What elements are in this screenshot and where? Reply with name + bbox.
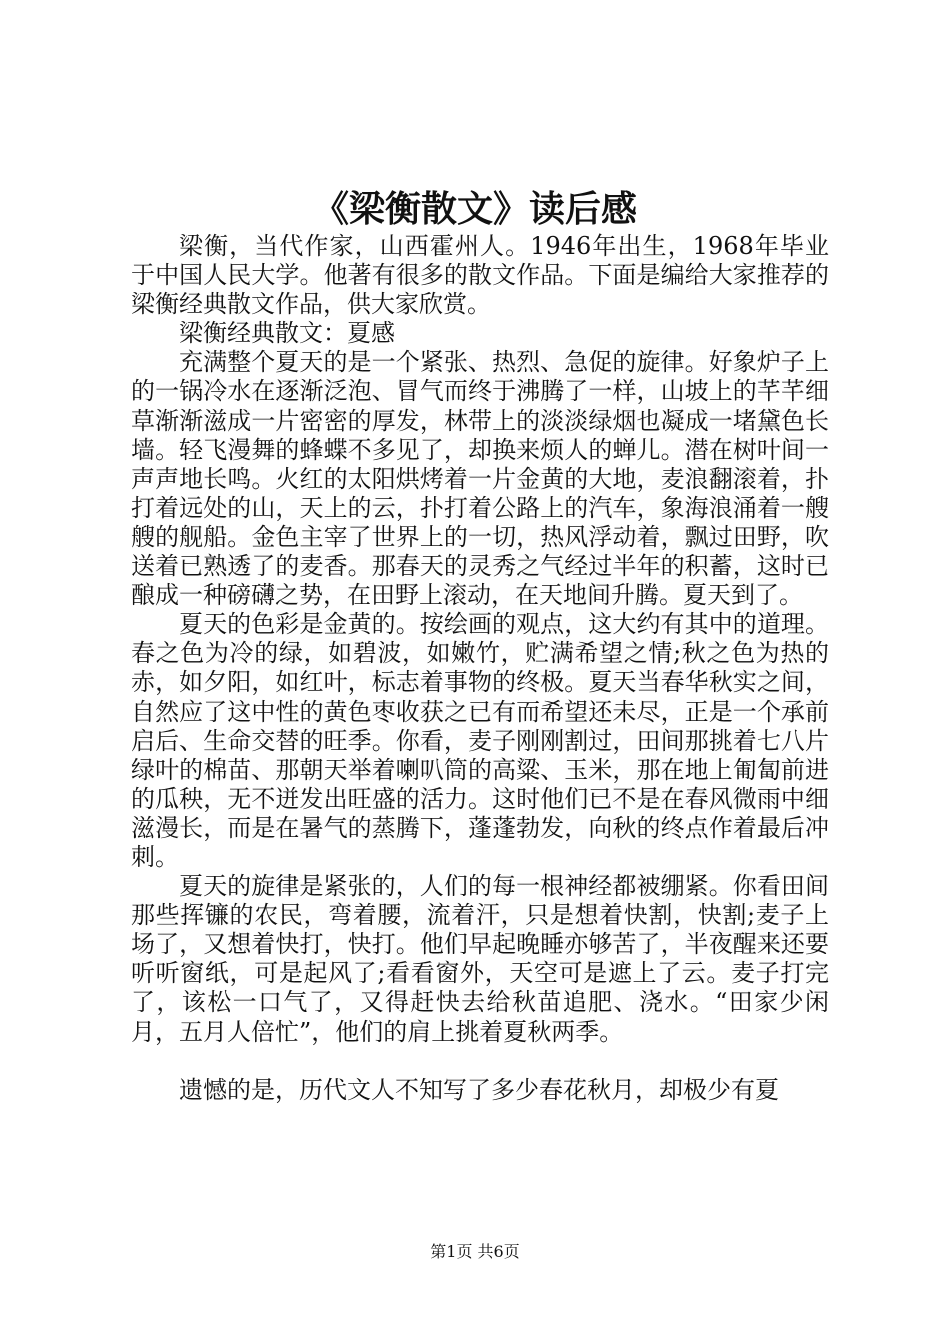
paragraph-subtitle: 梁衡经典散文：夏感 (179, 319, 395, 348)
paragraph-gap (131, 1047, 829, 1076)
paragraph-summer-melody: 充满整个夏天的是一个紧张、热烈、急促的旋律。好象炉子上的一锅冷水在逐渐泛泡、冒气而终于沸腾了一样，山坡上的芊芊细草渐渐滋成一片密密的厚发，林带上的淡淡绿烟也凝成一堵黛色长墙。轻飞漫舞的蜂蝶不多见了，却换来烦人的蝉儿。潜在树叶间一声声地长鸣。火红的太阳烘烤着一片金黄的大地，麦浪翻滚着，扑打着远处的山，天上的云，扑打着公路上的汽车，象海浪涌着一艘艘的舰船。金色主宰了世界上的一切，热风浮动着，飘过田野，吹送着已熟透了的麦香。那春天的灵秀之气经过半年的积蓄，这时已酿成一种磅礴之势，在田野上滚动，在天地间升腾。夏天到了。 (131, 348, 829, 610)
document-title: 《梁衡散文》读后感 (312, 188, 637, 230)
paragraph-intro: 梁衡，当代作家，山西霍州人。1946年出生，1968年毕业于中国人民大学。他著有很多的散文作品。下面是编给大家推荐的梁衡经典散文作品，供大家欣赏。 (131, 232, 829, 319)
paragraph-regret: 遗憾的是，历代文人不知写了多少春花秋月，却极少有夏 (179, 1075, 779, 1104)
paragraph-summer-rhythm: 夏天的旋律是紧张的，人们的每一根神经都被绷紧。你看田间那些挥镰的农民，弯着腰，流着汗，只是想着快割，快割;麦子上场了，又想着快打，快打。他们早起晚睡亦够苦了，半夜醒来还要听听窗纸，可是起风了;看看窗外，天空可是遮上了云。麦子打完了，该松一口气了，又得赶快去给秋苗追肥、浇水。“田家少闲月，五月人倍忙”，他们的肩上挑着夏秋两季。 (131, 872, 829, 1046)
document-body (131, 232, 829, 1105)
page-number-footer: 第1页 共6页 (430, 1242, 520, 1261)
paragraph-summer-color: 夏天的色彩是金黄的。按绘画的观点，这大约有其中的道理。春之色为冷的绿，如碧波，如嫩竹，贮满希望之情;秋之色为热的赤，如夕阳，如红叶，标志着事物的终极。夏天当春华秋实之间，自然应了这中性的黄色枣收获之已有而希望还未尽，正是一个承前启后、生命交替的旺季。你看，麦子刚刚割过，田间那挑着七八片绿叶的棉苗、那朝天举着喇叭筒的高粱、玉米，那在地上匍匐前进的瓜秧，无不迸发出旺盛的活力。这时他们已不是在春风微雨中细滋漫长，而是在暑气的蒸腾下，蓬蓬勃发，向秋的终点作着最后冲刺。 (131, 610, 829, 871)
